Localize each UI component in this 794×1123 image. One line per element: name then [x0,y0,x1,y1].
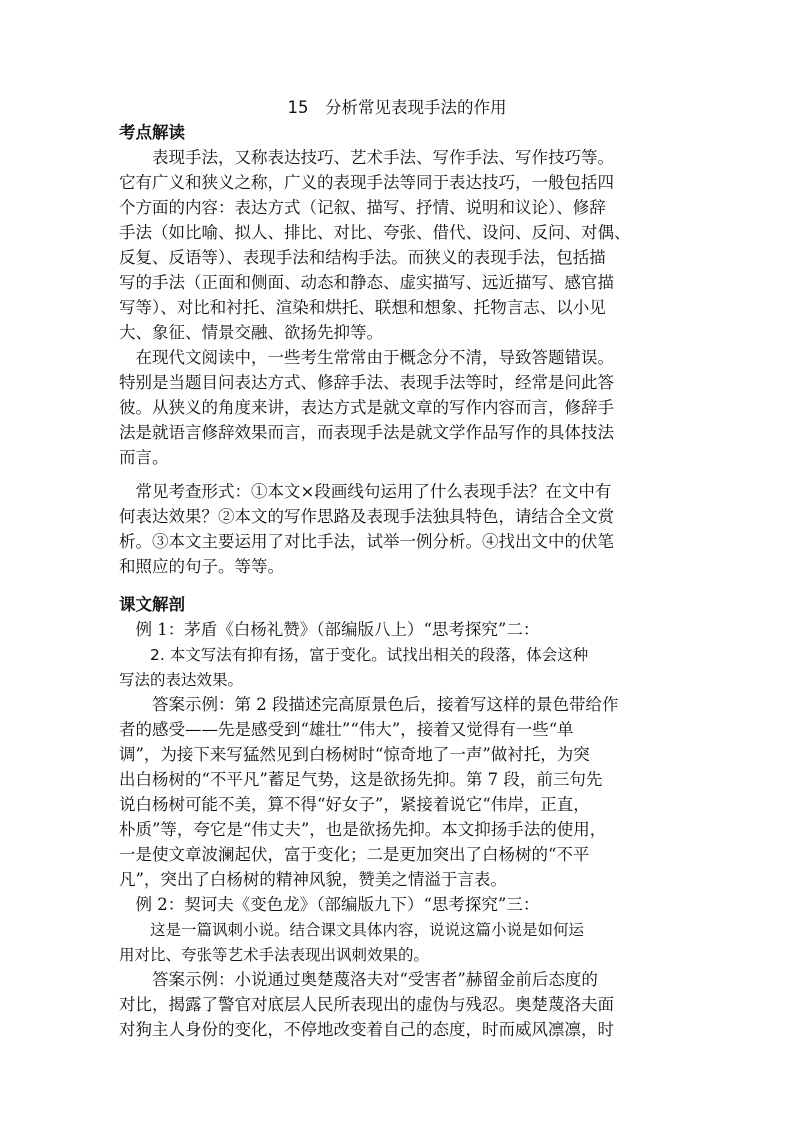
paragraph-line: 析。③本文主要运用了对比手法，试举一例分析。④找出文中的伏笔 [119,532,614,551]
example-2-question: 用对比、夸张等艺术手法表现出讽刺效果的。 [119,946,430,964]
paragraph-line: 法是就语言修辞效果而言，而表现手法是就文学作品写作的具体技法 [119,423,614,442]
example-2-question: 这是一篇讽刺小说。结合课文具体内容，说说这篇小说是如何运 [119,921,585,939]
example-2-answer: 对比，揭露了警官对底层人民所表现出的虚伪与残忍。奥楚蔑洛夫面 [119,995,614,1014]
example-1-answer: 者的感受——先是感受到“雄壮”“伟大”，接着又觉得有一些“单 [119,720,574,739]
paragraph-line: 彼。从狭义的角度来讲，表达方式是就文章的写作内容而言，修辞手 [119,398,614,417]
paragraph-line: 表现手法，又称表达技巧、艺术手法、写作手法、写作技巧等。 [119,148,614,167]
section-heading-kewen: 课文解剖 [119,595,185,614]
paragraph-line: 常见考查形式：①本文×段画线句运用了什么表现手法？在文中有 [119,482,612,501]
example-1-answer: 答案示例：第 2 段描述完高原景色后，接着写这样的景色带给作 [119,695,619,714]
example-1-answer: 调”，为接下来写猛然见到白杨树时“惊奇地了一声”做衬托，为突 [119,745,590,764]
paragraph-line: 手法（如比喻、拟人、排比、对比、夸张、借代、设问、反问、对偶、 [119,223,631,242]
example-1-answer: 一是使文章波澜起伏，富于变化；二是更加突出了白杨树的“不平 [119,845,590,864]
example-1-answer: 出白杨树的“不平凡”蓄足气势，这是欲扬先抑。第 7 段，前三句先 [119,770,603,789]
paragraph-line: 和照应的句子。等等。 [119,557,284,576]
example-1-answer: 凡”，突出了白杨树的精神风貌，赞美之情溢于言表。 [119,870,507,889]
paragraph-line: 特别是当题目问表达方式、修辞手法、表现手法等时，经常是问此答 [119,373,614,392]
example-1-answer: 朴质”等，夸它是“伟丈夫”，也是欲扬先抑。本文抑扬手法的使用， [119,820,607,839]
paragraph-line: 何表达效果？②本文的写作思路及表现手法独具特色，请结合全文赏 [119,507,614,526]
example-1-intro: 例 1：茅盾《白杨礼赞》（部编版八上）“思考探究”二： [119,620,540,639]
page-title: 15 分析常见表现手法的作用 [287,98,507,117]
paragraph-line: 而言。 [119,448,169,467]
example-1-question: 2. 本文写法有抑有扬，富于变化。试找出相关的段落，体会这种 [119,646,589,664]
paragraph-line: 写的手法（正面和侧面、动态和静态、虚实描写、远近描写、感官描 [119,273,614,292]
paragraph-line: 它有广义和狭义之称，广义的表现手法等同于表达技巧，一般包括四 [119,173,614,192]
example-2-answer: 对狗主人身份的变化，不停地改变着自己的态度，时而威风凛凛，时 [119,1020,614,1039]
example-1-answer: 说白杨树可能不美，算不得“好女子”，紧接着说它“伟岸，正直， [119,795,590,814]
example-2-intro: 例 2：契诃夫《变色龙》（部编版九下）“思考探究”三： [119,895,540,914]
example-1-question: 写法的表达效果。 [119,671,244,689]
paragraph-line: 反复、反语等）、表现手法和结构手法。而狭义的表现手法，包括描 [119,248,606,267]
paragraph-line: 个方面的内容：表达方式（记叙、描写、抒情、说明和议论）、修辞 [119,198,606,217]
paragraph-line: 大、象征、情景交融、欲扬先抑等。 [119,323,383,342]
section-heading-kaodian: 考点解读 [119,123,185,142]
example-2-answer: 答案示例：小说通过奥楚蔑洛夫对“受害者”赫留金前后态度的 [119,970,598,989]
paragraph-line: 写等）、对比和衬托、渲染和烘托、联想和想象、托物言志、以小见 [119,298,606,317]
paragraph-line: 在现代文阅读中，一些考生常常由于概念分不清，导致答题错误。 [119,348,614,367]
